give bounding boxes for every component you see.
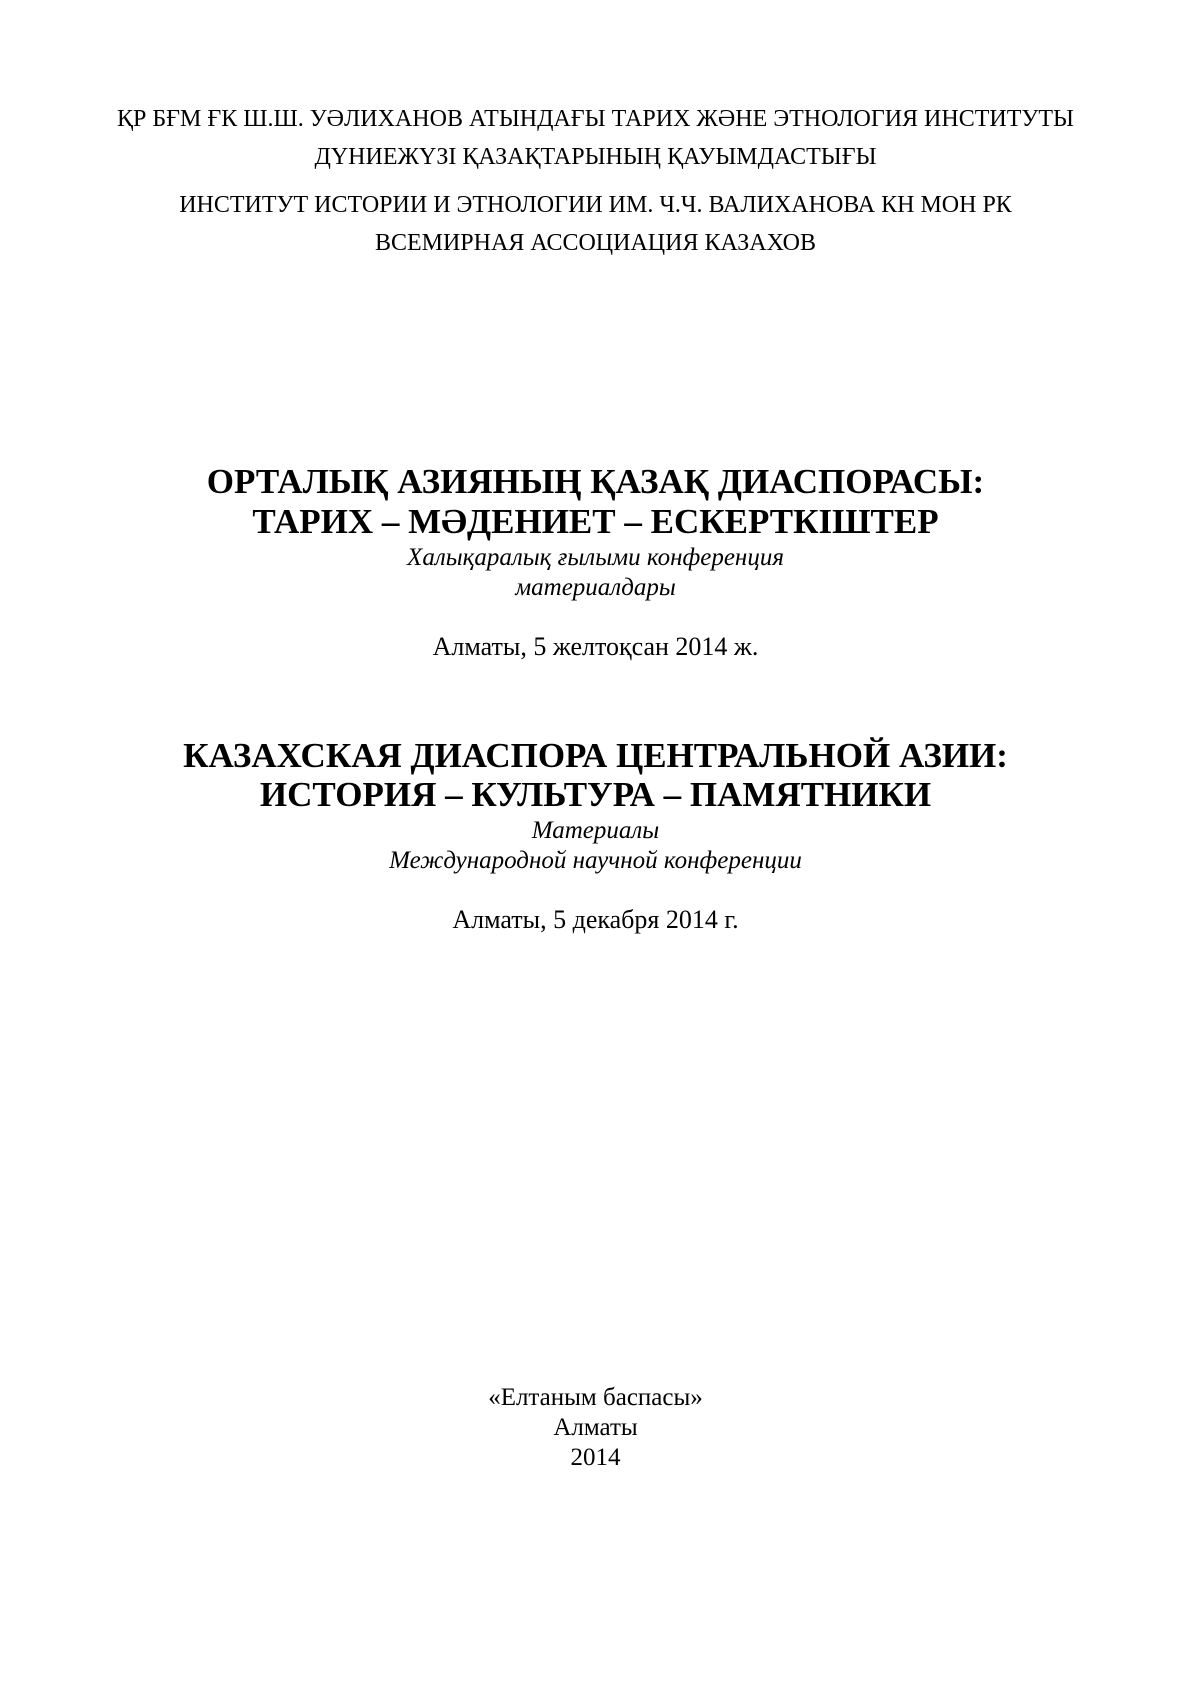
publisher-name: «Елтаным баспасы» [488, 1384, 703, 1411]
ru-conference-date: Алматы, 5 декабря 2014 г. [452, 905, 739, 934]
kz-association-name: ДҮНИЕЖҮЗІ ҚАЗАҚТАРЫНЫҢ ҚАУЫМДАСТЫҒЫ [314, 144, 877, 170]
publication-year: 2014 [570, 1444, 621, 1471]
kz-title-line-2: ТАРИХ – МӘДЕНИЕТ – ЕСКЕРТКІШТЕР [252, 502, 939, 541]
kz-institute-name: ҚР БҒМ ҒК Ш.Ш. УӘЛИХАНОВ АТЫНДАҒЫ ТАРИХ ЖӘНЕ ЭТНОЛОГИЯ ИНСТИТУТЫ [117, 106, 1074, 132]
ru-title-line-2: ИСТОРИЯ – КУЛЬТУРА – ПАМЯТНИКИ [259, 775, 932, 814]
ru-association-name: ВСЕМИРНАЯ АССОЦИАЦИЯ КАЗАХОВ [374, 230, 817, 256]
kz-subtitle-line-2: материалдары [515, 574, 676, 601]
ru-title-line-1: КАЗАХСКАЯ ДИАСПОРА ЦЕНТРАЛЬНОЙ АЗИИ: [183, 736, 1008, 775]
ru-institute-name: ИНСТИТУТ ИСТОРИИ И ЭТНОЛОГИИ ИМ. Ч.Ч. ВАЛИХАНОВА КН МОН РК [179, 192, 1012, 218]
kz-conference-date: Алматы, 5 желтоқсан 2014 ж. [432, 632, 759, 661]
ru-subtitle-line-1: Материалы [531, 817, 660, 844]
kz-subtitle-line-1: Халықаралық ғылыми конференция [407, 544, 784, 571]
publisher-city: Алматы [553, 1414, 638, 1441]
ru-subtitle-line-2: Международной научной конференции [389, 847, 802, 874]
kz-title-line-1: ОРТАЛЫҚ АЗИЯНЫҢ ҚАЗАҚ ДИАСПОРАСЫ: [206, 462, 985, 501]
